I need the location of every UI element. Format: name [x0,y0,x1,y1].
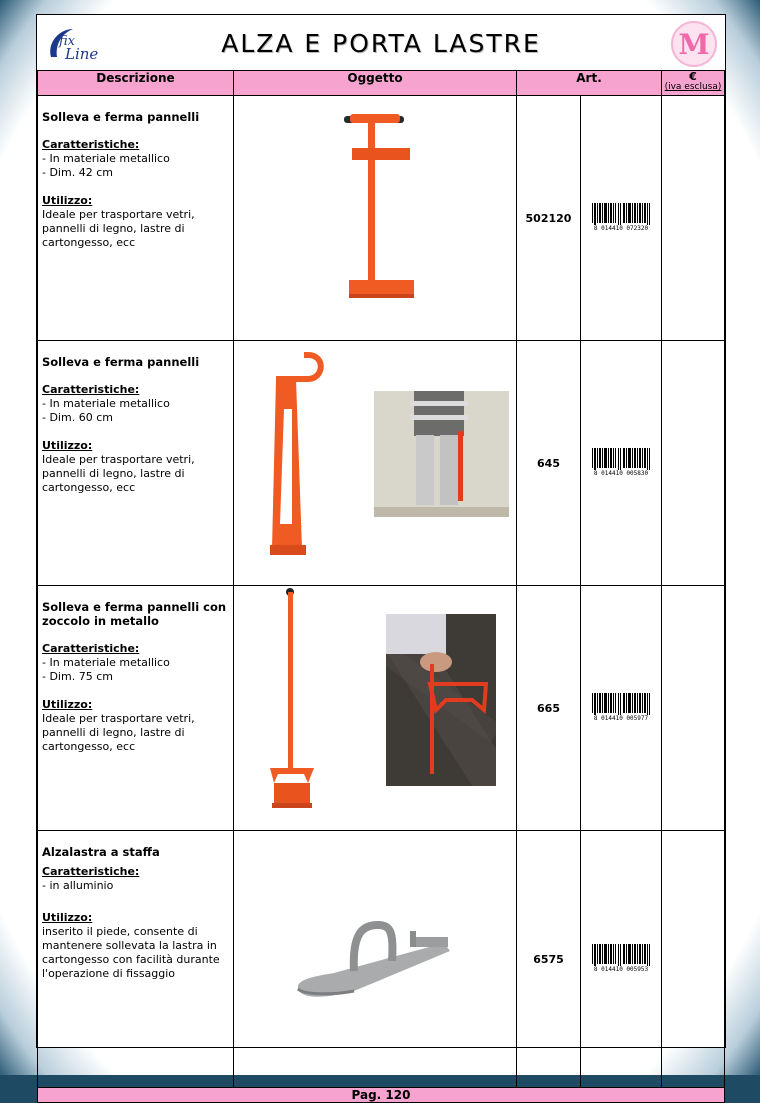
feature-item: - Dim. 75 cm [42,670,113,683]
usage-title: Utilizzo: [42,698,93,711]
panel-lifter-42-image [334,108,424,308]
article-number: 665 [517,586,581,831]
product-description [38,586,234,831]
product-image-cell [234,96,517,341]
page-number: Pag. 120 [38,1088,725,1103]
price-cell [662,586,725,831]
article-number: 6575 [517,831,581,1088]
barcode-number: 8 014410 005977 [593,715,649,721]
barcode-icon [586,201,656,231]
usage-text: Ideale per trasportare vetri, pannelli di legno, lastre di cartongesso, ecc [42,208,195,249]
feature-item: - In materiale metallico [42,152,170,165]
usage-text: Ideale per trasportare vetri, pannelli di legno, lastre di cartongesso, ecc [42,453,195,494]
product-image-cell [234,586,517,831]
feature-item: - In materiale metallico [42,656,170,669]
product-table [37,70,725,1103]
price-note: (iva esclusa) [664,82,722,92]
usage-title: Utilizzo: [42,194,93,207]
barcode-cell [581,341,662,586]
usage-title: Utilizzo: [42,911,93,924]
usage-text: inserito il piede, consente di mantenere sollevata la lastra in cartongesso con facilità durante l'operazione di fissaggio [42,925,220,980]
article-number: 502120 [517,96,581,341]
foot-lifter-image [294,921,454,1001]
col-art: Art. [517,71,662,96]
product-image-cell [234,831,517,1088]
usage-photo-hand [386,614,496,786]
feature-item: - Dim. 42 cm [42,166,113,179]
usage-title: Utilizzo: [42,439,93,452]
col-description: Descrizione [38,71,234,96]
table-header-row [38,71,725,96]
col-object: Oggetto [234,71,517,96]
page-title: ALZA E PORTA LASTRE [221,29,541,58]
panel-lifter-60-image [268,349,338,559]
barcode-icon [586,942,656,972]
table-row [38,96,725,341]
article-number: 645 [517,341,581,586]
features-title: Caratteristiche: [42,138,140,151]
svg-text:M: M [678,28,710,61]
product-description [38,96,234,341]
features-title: Caratteristiche: [42,642,140,655]
feature-item: - in alluminio [42,879,114,892]
product-description [38,341,234,586]
barcode-icon [586,446,656,476]
barcode-number: 8 014410 072320 [593,225,649,231]
product-name: Solleva e ferma pannelli [42,355,200,369]
page-header [37,15,725,70]
product-description [38,831,234,1088]
price-cell [662,831,725,1088]
product-name: Alzalastra a staffa [42,845,160,859]
panel-lifter-75-image [264,588,334,810]
barcode-number: 8 014410 005953 [593,966,649,972]
table-row [38,586,725,831]
features-title: Caratteristiche: [42,865,140,878]
product-image-cell [234,341,517,586]
barcode-cell [581,831,662,1088]
product-name: Solleva e ferma pannelli con zoccolo in metallo [42,600,227,628]
footer-row [38,1088,725,1103]
price-cell [662,96,725,341]
feature-item: - Dim. 60 cm [42,411,113,424]
usage-text: Ideale per trasportare vetri, pannelli di legno, lastre di cartongesso, ecc [42,712,195,753]
barcode-icon [586,691,656,721]
price-symbol: € [689,70,697,83]
barcode-number: 8 014410 005830 [593,470,649,476]
col-price [662,71,725,96]
feature-item: - In materiale metallico [42,397,170,410]
table-row [38,831,725,1088]
table-row [38,341,725,586]
svg-text:fix: fix [59,34,76,49]
catalog-sheet [36,14,726,1102]
svg-text:Line: Line [65,45,99,63]
barcode-cell [581,96,662,341]
barcode-cell [581,586,662,831]
product-name: Solleva e ferma pannelli [42,110,200,124]
features-title: Caratteristiche: [42,383,140,396]
price-cell [662,341,725,586]
m-logo [669,19,719,69]
usage-photo-legs [374,391,509,517]
